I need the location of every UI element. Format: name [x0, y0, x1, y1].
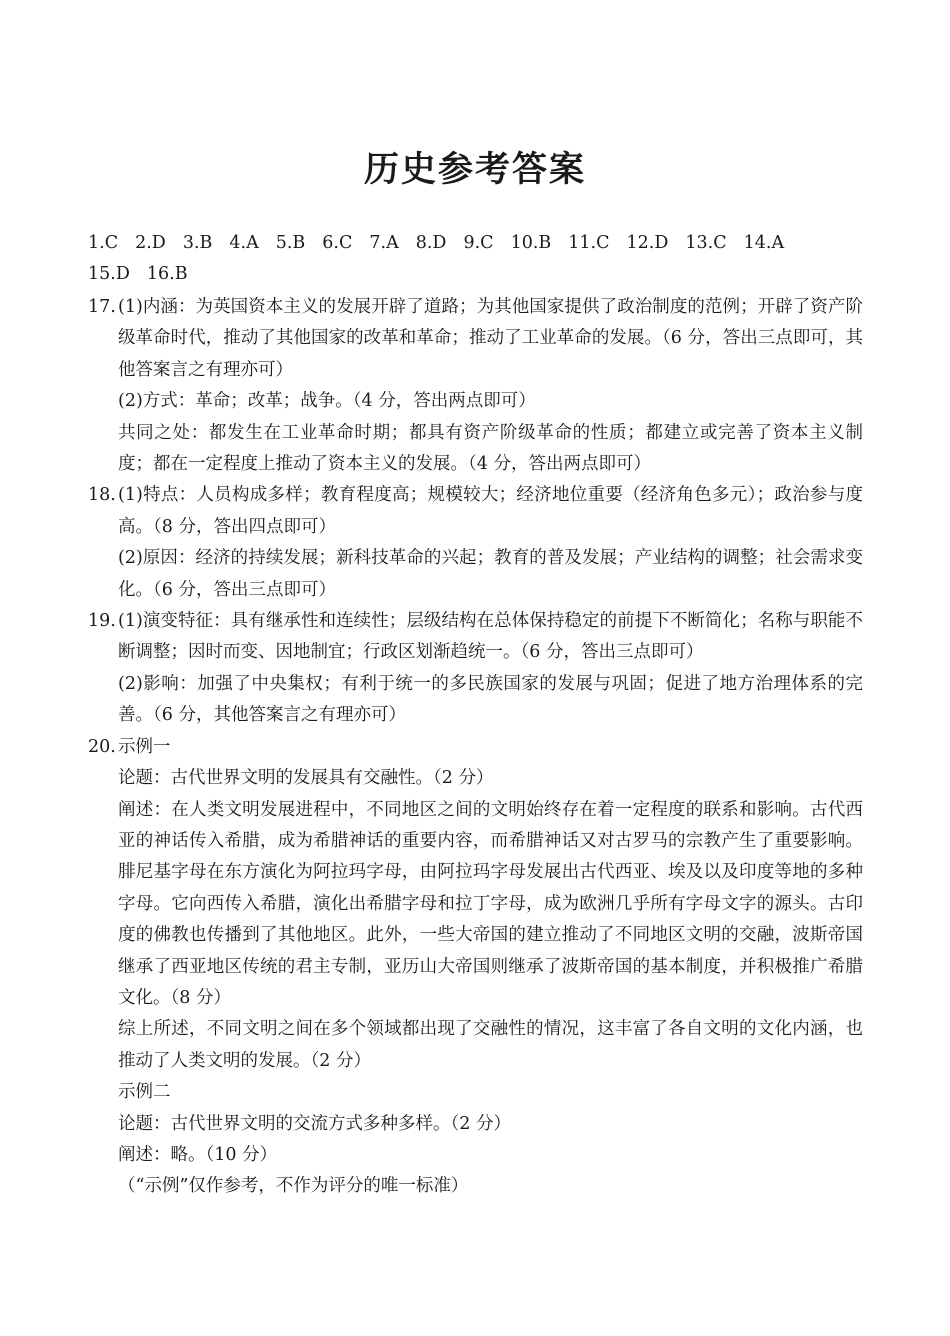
- multiple-choice-answers: [88, 228, 868, 290]
- mc-answer: 15.D: [88, 264, 130, 284]
- q17-part1: (1)内涵：为英国资本主义的发展开辟了道路；为其他国家提供了政治制度的范例；开辟了资产阶级革命时代，推动了其他国家的改革和革命；推动了工业革命的发展。（6 分，答出三点即可，其他答案言之有理亦可）: [118, 297, 863, 380]
- mc-answer: 2.D: [135, 233, 166, 253]
- mc-answer: 5.B: [275, 233, 306, 253]
- mc-answer: 1.C: [88, 233, 119, 253]
- mc-answer: 10.B: [510, 233, 552, 253]
- mc-answer: 11.C: [568, 233, 610, 253]
- mc-answer: 4.A: [229, 233, 259, 253]
- q18-part1: (1)特点：人员构成多样；教育程度高；规模较大；经济地位重要（经济角色多元）；政治参与度高。（8 分，答出四点即可）: [118, 485, 863, 537]
- page-title: 历史参考答案: [363, 150, 586, 190]
- mc-answer: 14.A: [743, 233, 785, 253]
- q17-part2-common: 共同之处：都发生在工业革命时期；都具有资产阶级革命的性质；都建立或完善了资本主义制度；都在一定程度上推动了资本主义的发展。（4 分，答出两点即可）: [118, 422, 863, 475]
- q19-part1: (1)演变特征：具有继承性和连续性；层级结构在总体保持稳定的前提下不断简化；名称与职能不断调整；因时而变、因地制宜；行政区划渐趋统一。（6 分，答出三点即可）: [118, 611, 863, 663]
- question-19: [88, 606, 863, 732]
- answer-content: [88, 292, 863, 1203]
- q18-part2: (2)原因：经济的持续发展；新科技革命的兴起；教育的普及发展；产业结构的调整；社会需求变化。（6 分，答出三点即可）: [118, 548, 863, 600]
- question-number: 18.: [88, 485, 116, 506]
- question-18: [88, 480, 863, 606]
- scoring-note: （“示例”仅作参考，不作为评分的唯一标准）: [118, 1176, 469, 1197]
- example-one-topic: 论题：古代世界文明的发展具有交融性。（2 分）: [118, 768, 494, 789]
- q19-part2: (2)影响：加强了中央集权；有利于统一的多民族国家的发展与巩固；促进了地方治理体系的完善。（6 分，其他答案言之有理亦可）: [118, 673, 863, 726]
- example-two-body: 阐述：略。（10 分）: [118, 1144, 278, 1165]
- example-two-topic: 论题：古代世界文明的交流方式多种多样。（2 分）: [118, 1113, 511, 1134]
- question-number: 19.: [88, 611, 116, 632]
- question-number: 20.: [88, 736, 116, 757]
- example-one-body: 阐述：在人类文明发展进程中，不同地区之间的文明始终存在着一定程度的联系和影响。古代西亚的神话传入希腊，成为希腊神话的重要内容，而希腊神话又对古罗马的宗教产生了重要影响。腓尼基字母在东方演化为阿拉玛字母，由阿拉玛字母发展出古代西亚、埃及以及印度等地的多种字母。它向西传入希腊，演化出希腊字母和拉丁字母，成为欧洲几乎所有字母文字的源头。古印度的佛教也传播到了其他地区。此外，一些大帝国的建立推动了不同地区文明的交融，波斯帝国继承了西亚地区传统的君主专制，亚历山大帝国则继承了波斯帝国的基本制度，并积极推广希腊文化。（8 分）: [118, 799, 863, 1008]
- mc-answer: 12.D: [626, 233, 669, 253]
- example-one-label: 示例一: [118, 736, 171, 757]
- q17-part2: (2)方式：革命；改革；战争。（4 分，答出两点即可）: [118, 391, 536, 412]
- mc-answer: 16.B: [146, 264, 188, 284]
- mc-answer: 9.C: [463, 233, 494, 253]
- question-20: [88, 732, 863, 1203]
- mc-answer: 8.D: [415, 233, 447, 253]
- mc-answer: 13.C: [685, 233, 727, 253]
- mc-answer: 6.C: [322, 233, 353, 253]
- question-17: [88, 292, 863, 480]
- mc-answer: 3.B: [182, 233, 213, 253]
- example-two-label: 示例二: [118, 1082, 171, 1103]
- question-number: 17.: [88, 297, 116, 317]
- example-one-summary: 综上所述，不同文明之间在多个领域都出现了交融性的情况，这丰富了各自文明的文化内涵，也推动了人类文明的发展。（2 分）: [118, 1019, 863, 1071]
- mc-answer: 7.A: [369, 233, 399, 253]
